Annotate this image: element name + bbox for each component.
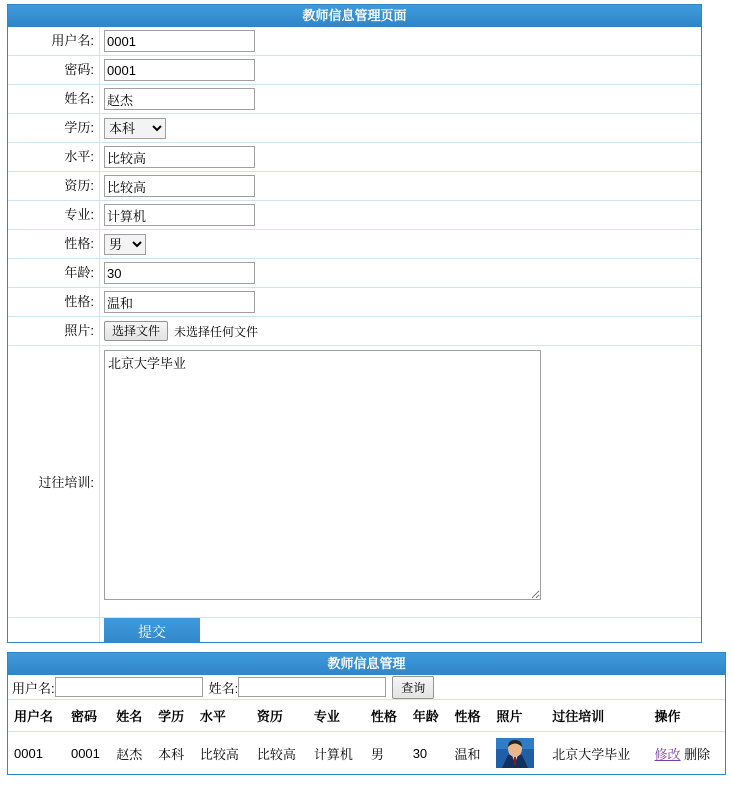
label-training: 过往培训: <box>8 346 100 617</box>
label-username: 用户名: <box>8 27 100 55</box>
label-major: 专业: <box>8 201 100 229</box>
form-row-password <box>8 56 701 85</box>
table-row <box>8 732 725 775</box>
cell-training: 北京大学毕业 <box>552 746 631 762</box>
search-name-input[interactable] <box>238 677 386 697</box>
search-name-label: 姓名: <box>208 680 239 696</box>
search-bar <box>8 675 725 700</box>
gender-select[interactable] <box>104 234 146 255</box>
label-name: 姓名: <box>8 85 100 113</box>
photo-file-picker[interactable] <box>104 321 258 341</box>
teacher-list-panel <box>7 652 726 775</box>
col-gender: 性格 <box>365 700 407 732</box>
cell-age: 30 <box>412 745 428 761</box>
cell-character: 温和 <box>454 746 481 762</box>
cell-level: 比较高 <box>199 746 239 762</box>
password-input[interactable] <box>104 59 255 81</box>
list-panel-title: 教师信息管理 <box>8 653 725 675</box>
label-age: 年龄: <box>8 259 100 287</box>
form-row-seniority <box>8 172 701 201</box>
col-seniority: 资历 <box>251 700 308 732</box>
search-username-label: 用户名: <box>12 680 55 696</box>
col-photo: 照片 <box>490 700 546 732</box>
character-input[interactable] <box>104 291 255 313</box>
form-row-major <box>8 201 701 230</box>
col-name: 姓名 <box>110 700 152 732</box>
form-row-level <box>8 143 701 172</box>
label-password: 密码: <box>8 56 100 84</box>
col-training: 过往培训 <box>546 700 648 732</box>
col-age: 年龄 <box>407 700 449 732</box>
label-photo: 照片: <box>8 317 100 345</box>
seniority-input[interactable] <box>104 175 255 197</box>
cell-username: 0001 <box>14 745 43 761</box>
cell-actions <box>649 732 725 775</box>
cell-education: 本科 <box>158 746 185 762</box>
col-actions: 操作 <box>649 700 725 732</box>
table-header-row <box>8 700 725 732</box>
label-gender: 性格: <box>8 230 100 258</box>
form-row-education <box>8 114 701 143</box>
edit-link[interactable]: 修改 <box>654 746 681 762</box>
form-row-name <box>8 85 701 114</box>
submit-spacer <box>8 618 100 642</box>
form-row-submit <box>8 618 701 642</box>
form-row-character <box>8 288 701 317</box>
label-seniority: 资历: <box>8 172 100 200</box>
query-button[interactable]: 查询 <box>392 676 434 699</box>
teacher-photo-icon <box>496 738 534 768</box>
teacher-form-panel <box>7 4 702 643</box>
cell-password: 0001 <box>70 745 100 761</box>
label-level: 水平: <box>8 143 100 171</box>
form-row-age <box>8 259 701 288</box>
age-input[interactable] <box>104 262 255 284</box>
cell-photo <box>490 732 546 775</box>
label-character: 性格: <box>8 288 100 316</box>
username-input[interactable] <box>104 30 255 52</box>
col-education: 学历 <box>152 700 194 732</box>
file-status-text: 未选择任何文件 <box>174 324 259 339</box>
form-panel-title: 教师信息管理页面 <box>8 5 701 27</box>
col-username: 用户名 <box>8 700 65 732</box>
major-input[interactable] <box>104 204 255 226</box>
cell-gender: 男 <box>370 746 384 762</box>
col-major: 专业 <box>308 700 365 732</box>
label-education: 学历: <box>8 114 100 142</box>
education-select[interactable] <box>104 118 166 139</box>
search-username-input[interactable] <box>55 677 203 697</box>
col-password: 密码 <box>65 700 110 732</box>
teacher-table <box>8 700 725 774</box>
cell-major: 计算机 <box>313 746 353 762</box>
cell-seniority: 比较高 <box>256 746 296 762</box>
name-input[interactable] <box>104 88 255 110</box>
level-input[interactable] <box>104 146 255 168</box>
submit-button[interactable]: 提交 <box>104 618 200 642</box>
form-row-username <box>8 27 701 56</box>
delete-link[interactable]: 删除 <box>684 746 711 762</box>
form-row-photo <box>8 317 701 346</box>
training-textarea[interactable] <box>104 350 541 600</box>
col-level: 水平 <box>194 700 251 732</box>
form-row-gender <box>8 230 701 259</box>
col-character: 性格 <box>449 700 491 732</box>
form-row-training <box>8 346 701 618</box>
choose-file-button[interactable]: 选择文件 <box>104 321 168 341</box>
cell-name: 赵杰 <box>116 746 143 762</box>
